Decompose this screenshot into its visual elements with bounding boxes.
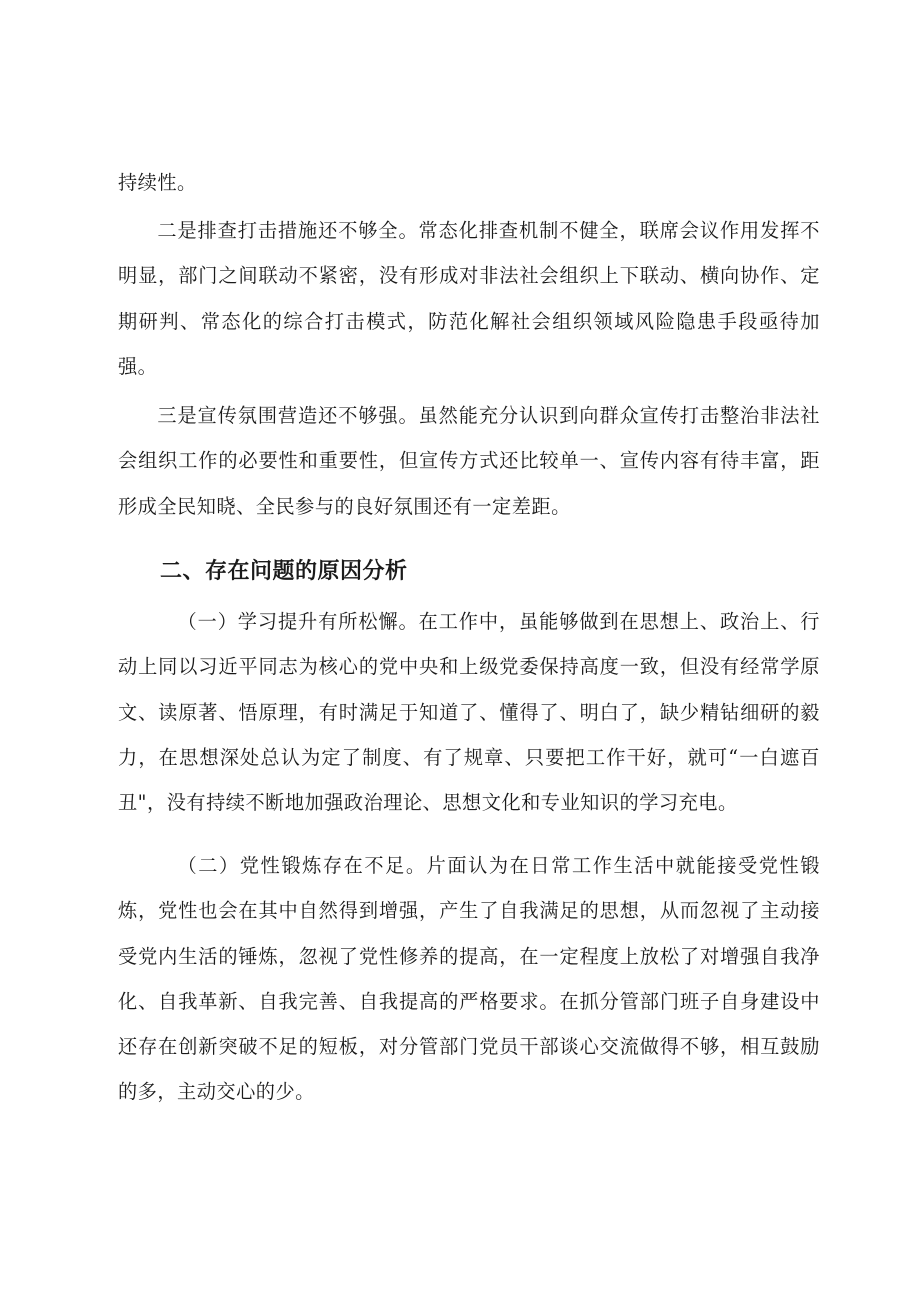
paragraph-continuation: 持续性。 [118,171,197,194]
paragraph-party-spirit: （二）党性锻炼存在不足。片面认为在日常工作生活中就能接受党性锻炼，党性也会在其中自然得到增强，产生了自我满足的思想，从而忽视了主动接受党内生活的锤炼，忽视了党性修养的提高，在一定程度上放松了对增强自我净化、自我革新、自我完善、自我提高的严格要求。在抓分管部门班子自身建设中还存在创新突破不足的短板，对分管部门党员干部谈心交流做得不够，相互鼓励的多，主动交心的少。 [118,854,820,1104]
section-heading-cause-analysis: 二、存在问题的原因分析 [160,559,408,584]
paragraph-study-slackness: （一）学习提升有所松懈。在工作中，虽能够做到在思想上、政治上、行动上同以习近平同志为核心的党中央和上级党委保持高度一致，但没有经常学原文、读原著、悟原理，有时满足于知道了、懂得了、明白了，缺少精钻细研的毅力，在思想深处总认为定了制度、有了规章、只要把工作干好，就可“一白遮百丑"，没有持续不断地加强政治理论、思想文化和专业知识的学习充电。 [118,610,820,815]
paragraph-inspection-measures: 二是排查打击措施还不够全。常态化排查机制不健全，联席会议作用发挥不明显，部门之间联动不紧密，没有形成对非法社会组织上下联动、横向协作、定期研判、常态化的综合打击模式，防范化解社会组织领域风险隐患手段亟待加强。 [118,219,820,378]
paragraph-publicity-atmosphere: 三是宣传氛围营造还不够强。虽然能充分认识到向群众宣传打击整治非法社会组织工作的必要性和重要性，但宣传方式还比较单一、宣传内容有待丰富，距形成全民知晓、全民参与的良好氛围还有一定差距。 [118,404,820,518]
